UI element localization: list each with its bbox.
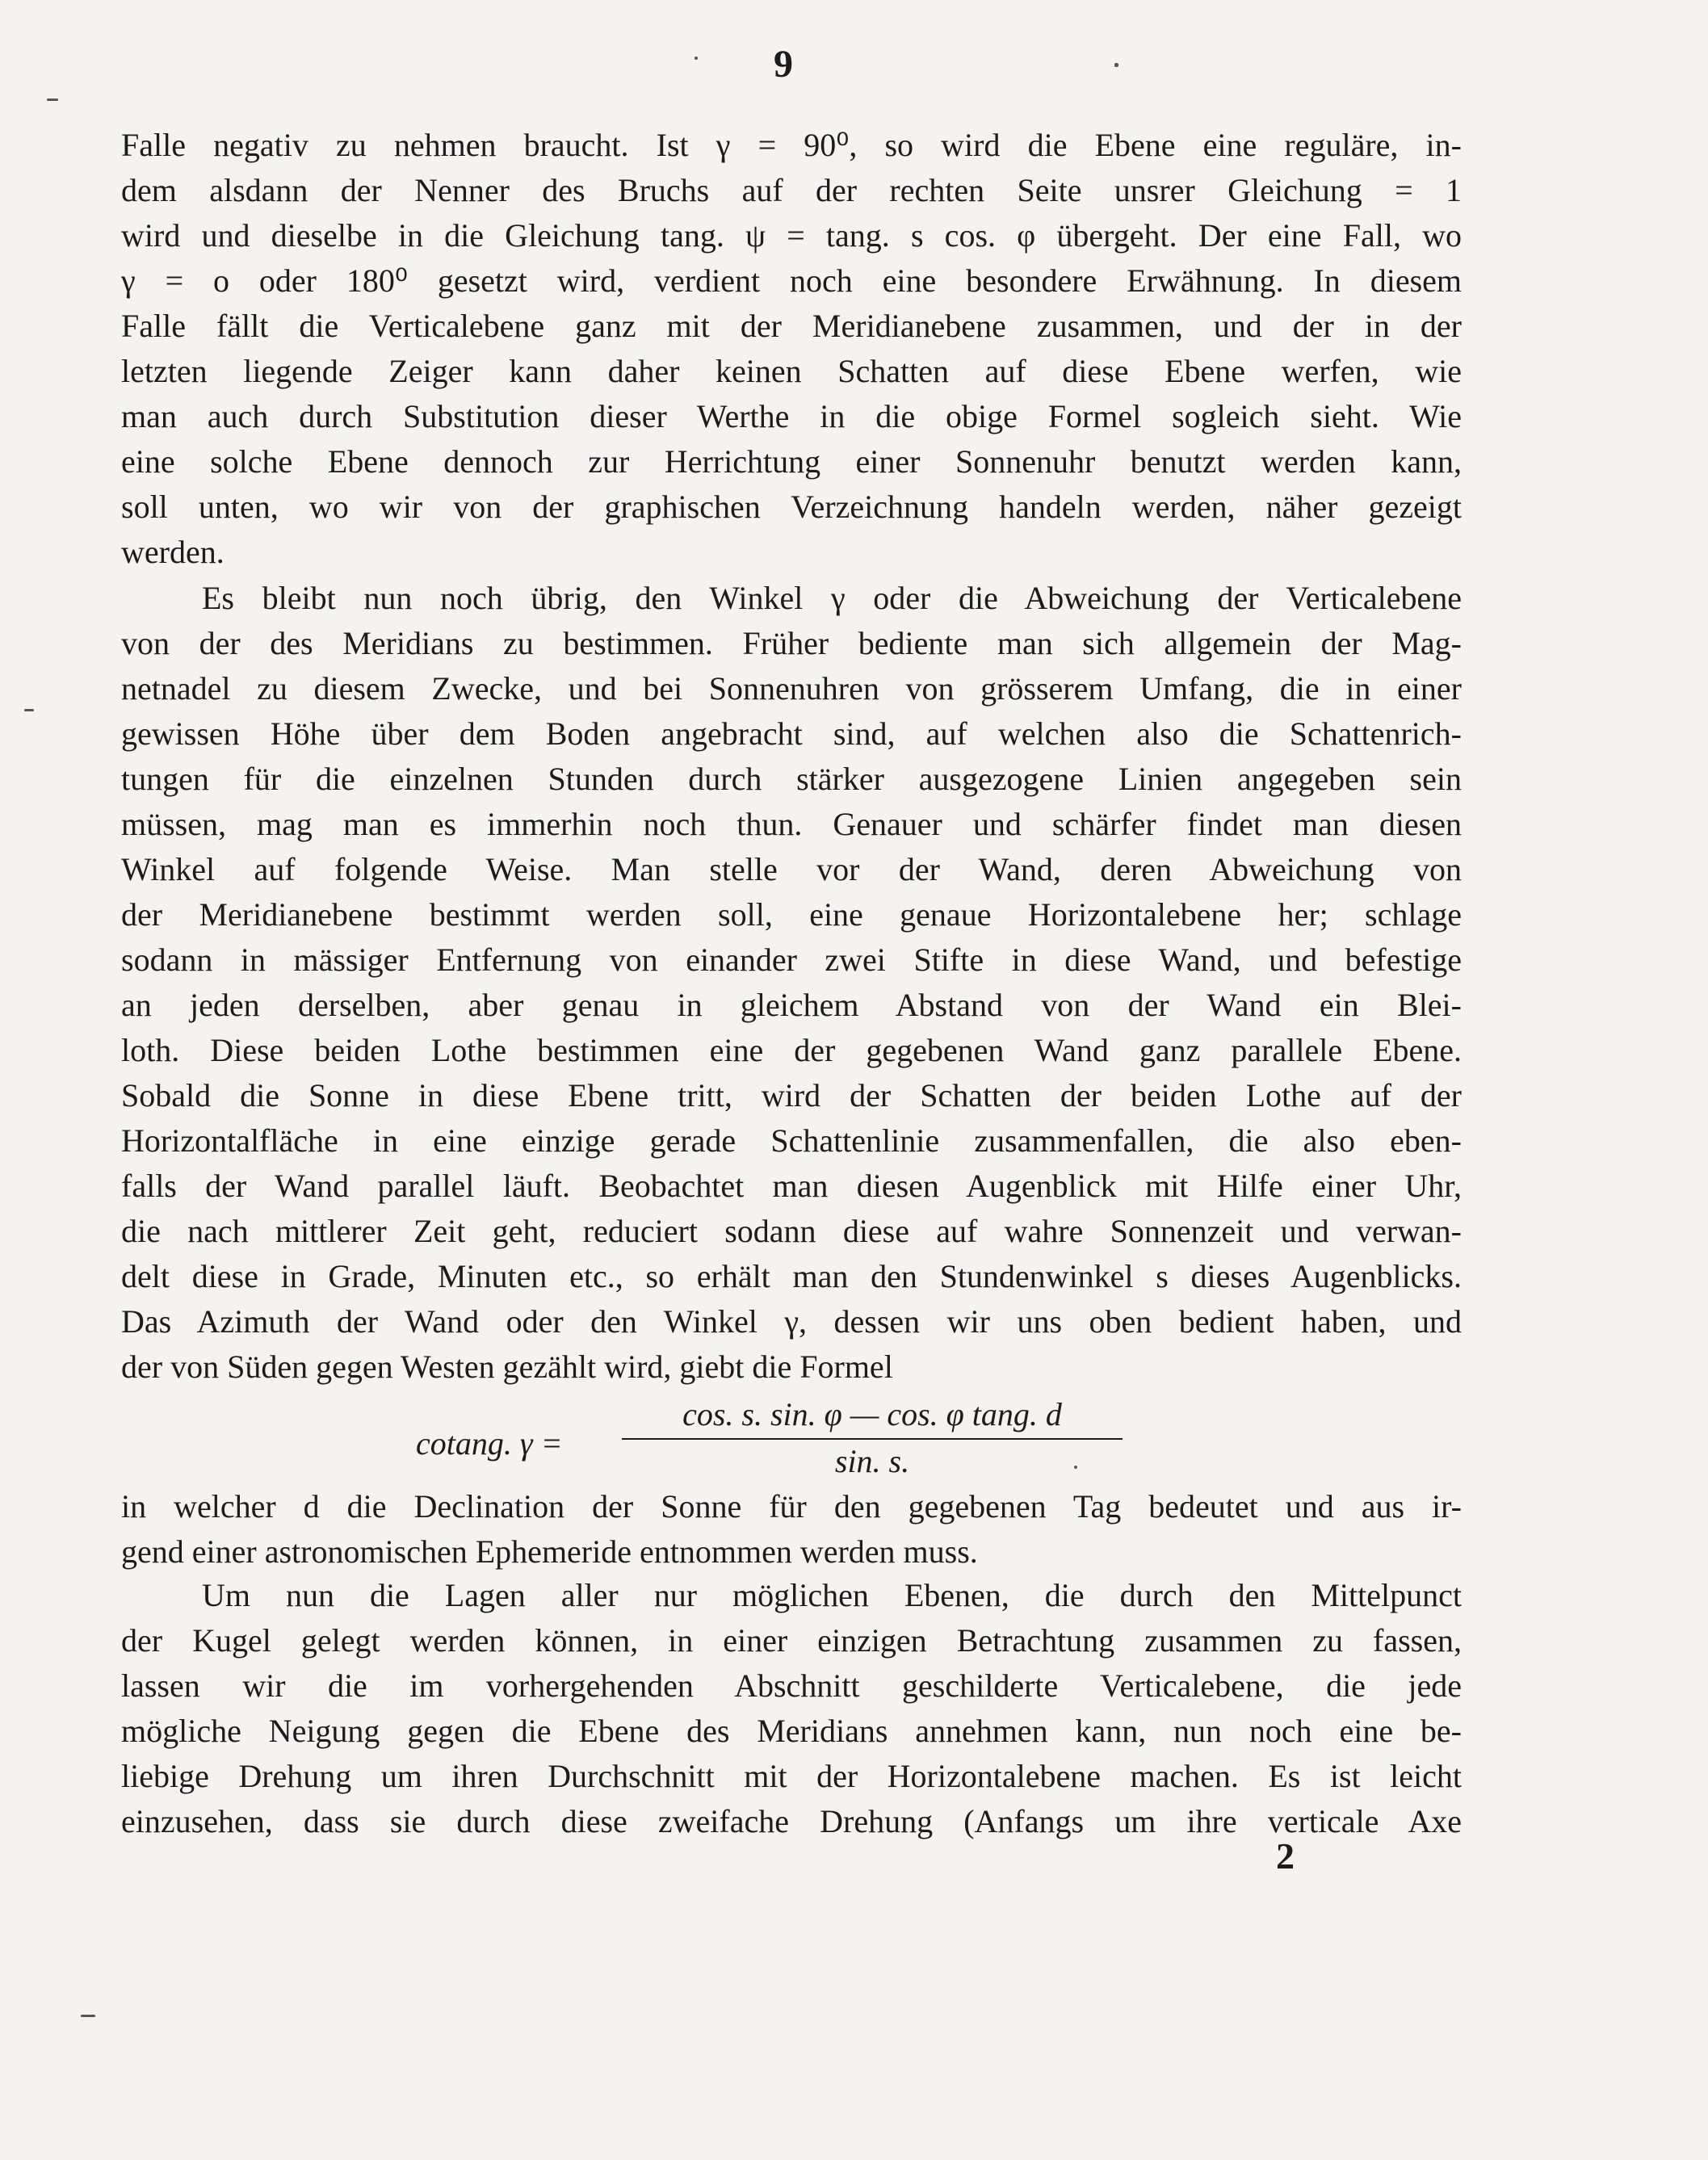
text-line: Sobald die Sonne in diese Ebene tritt, wird der Schatten der beiden Lothe auf der xyxy=(121,1077,1462,1114)
text-line: wird und dieselbe in die Gleichung tang. ψ = tang. s cos. φ übergeht. Der eine Fall, wo xyxy=(121,217,1462,254)
scan-speck xyxy=(1074,1466,1077,1469)
text-line: der Kugel gelegt werden können, in einer einzigen Betrachtung zusammen zu fassen, xyxy=(121,1622,1462,1659)
signature-mark: 2 xyxy=(1276,1835,1295,1877)
text-line: einzusehen, dass sie durch diese zweifache Drehung (Anfangs um ihre verticale Axe xyxy=(121,1803,1462,1839)
text-line: loth. Diese beiden Lothe bestimmen eine der gegebenen Wand ganz parallele Ebene. xyxy=(121,1032,1462,1068)
text-line: tungen für die einzelnen Stunden durch stärker ausgezogene Linien angegeben sein xyxy=(121,761,1462,797)
text-line: man auch durch Substitution dieser Werthe in die obige Formel sogleich sieht. Wie xyxy=(121,398,1462,434)
text-line: Falle negativ zu nehmen braucht. Ist γ = 90⁰, so wird die Ebene eine reguläre, in- xyxy=(121,127,1462,163)
text-line: werden. xyxy=(121,534,225,570)
text-line: sodann in mässiger Entfernung von einander zwei Stifte in diese Wand, und befestige xyxy=(121,942,1462,978)
text-line: falls der Wand parallel läuft. Beobachtet man diesen Augenblick mit Hilfe einer Uhr, xyxy=(121,1168,1462,1204)
text-line: die nach mittlerer Zeit geht, reduciert sodann diese auf wahre Sonnenzeit und verwan- xyxy=(121,1213,1462,1249)
text-line: delt diese in Grade, Minuten etc., so erhält man den Stundenwinkel s dieses Augenblicks. xyxy=(121,1258,1462,1294)
page-number: 9 xyxy=(774,43,793,86)
text-line: soll unten, wo wir von der graphischen Verzeichnung handeln werden, näher gezeigt xyxy=(121,489,1462,525)
text-line: Falle fällt die Verticalebene ganz mit der Meridianebene zusammen, und der in der xyxy=(121,308,1462,344)
text-line: von der des Meridians zu bestimmen. Früher bediente man sich allgemein der Mag- xyxy=(121,625,1462,661)
scan-speck xyxy=(1114,63,1118,67)
azimuth-formula xyxy=(416,1395,1127,1484)
scan-speck xyxy=(24,709,34,711)
paragraph-2 xyxy=(121,576,1462,1390)
text-line: gewissen Höhe über dem Boden angebracht sind, auf welchen also die Schattenrich- xyxy=(121,715,1462,752)
text-line: liebige Drehung um ihren Durchschnitt mit der Horizontalebene machen. Es ist leicht xyxy=(121,1758,1462,1794)
formula-lhs: cotang. γ = xyxy=(416,1425,563,1462)
fraction-bar xyxy=(622,1438,1123,1440)
text-line: letzten liegende Zeiger kann daher keinen Schatten auf diese Ebene werfen, wie xyxy=(121,353,1462,389)
scan-speck xyxy=(695,57,698,60)
text-line: mögliche Neigung gegen die Ebene des Meridians annehmen kann, nun noch eine be- xyxy=(121,1713,1462,1749)
text-line: Es bleibt nun noch übrig, den Winkel γ oder die Abweichung der Verticalebene xyxy=(202,580,1462,616)
text-line: γ = o oder 180⁰ gesetzt wird, verdient noch eine besondere Erwähnung. In diesem xyxy=(121,262,1462,299)
paragraph-1 xyxy=(121,123,1462,575)
text-line: Horizontalfläche in eine einzige gerade Schattenlinie zusammenfallen, die also eben- xyxy=(121,1122,1462,1159)
formula-numerator: cos. s. sin. φ — cos. φ tang. d xyxy=(682,1396,1062,1432)
paragraph-3 xyxy=(121,1484,1462,1575)
text-line: lassen wir die im vorhergehenden Abschnitt geschilderte Verticalebene, die jede xyxy=(121,1667,1462,1704)
text-line: gend einer astronomischen Ephemeride entnommen werden muss. xyxy=(121,1533,978,1570)
text-line: müssen, mag man es immerhin noch thun. Genauer und schärfer findet man diesen xyxy=(121,806,1462,842)
text-line: der Meridianebene bestimmt werden soll, eine genaue Horizontalebene her; schlage xyxy=(121,896,1462,933)
paragraph-4 xyxy=(121,1573,1462,1844)
text-line: der von Süden gegen Westen gezählt wird, giebt die Formel xyxy=(121,1348,893,1385)
formula-denominator: sin. s. xyxy=(834,1443,910,1479)
text-line: Winkel auf folgende Weise. Man stelle vor der Wand, deren Abweichung von xyxy=(121,851,1462,887)
text-line: eine solche Ebene dennoch zur Herrichtung einer Sonnenuhr benutzt werden kann, xyxy=(121,443,1462,480)
scan-speck xyxy=(47,99,58,101)
text-line: Um nun die Lagen aller nur möglichen Ebenen, die durch den Mittelpunct xyxy=(202,1577,1462,1613)
text-line: an jeden derselben, aber genau in gleichem Abstand von der Wand ein Blei- xyxy=(121,987,1462,1023)
text-line: in welcher d die Declination der Sonne für den gegebenen Tag bedeutet und aus ir- xyxy=(121,1488,1462,1525)
scan-speck xyxy=(81,2015,95,2017)
text-line: Das Azimuth der Wand oder den Winkel γ, dessen wir uns oben bedient haben, und xyxy=(121,1303,1462,1340)
text-line: dem alsdann der Nenner des Bruchs auf der rechten Seite unsrer Gleichung = 1 xyxy=(121,172,1462,208)
text-line: netnadel zu diesem Zwecke, und bei Sonnenuhren von grösserem Umfang, die in einer xyxy=(121,670,1462,707)
